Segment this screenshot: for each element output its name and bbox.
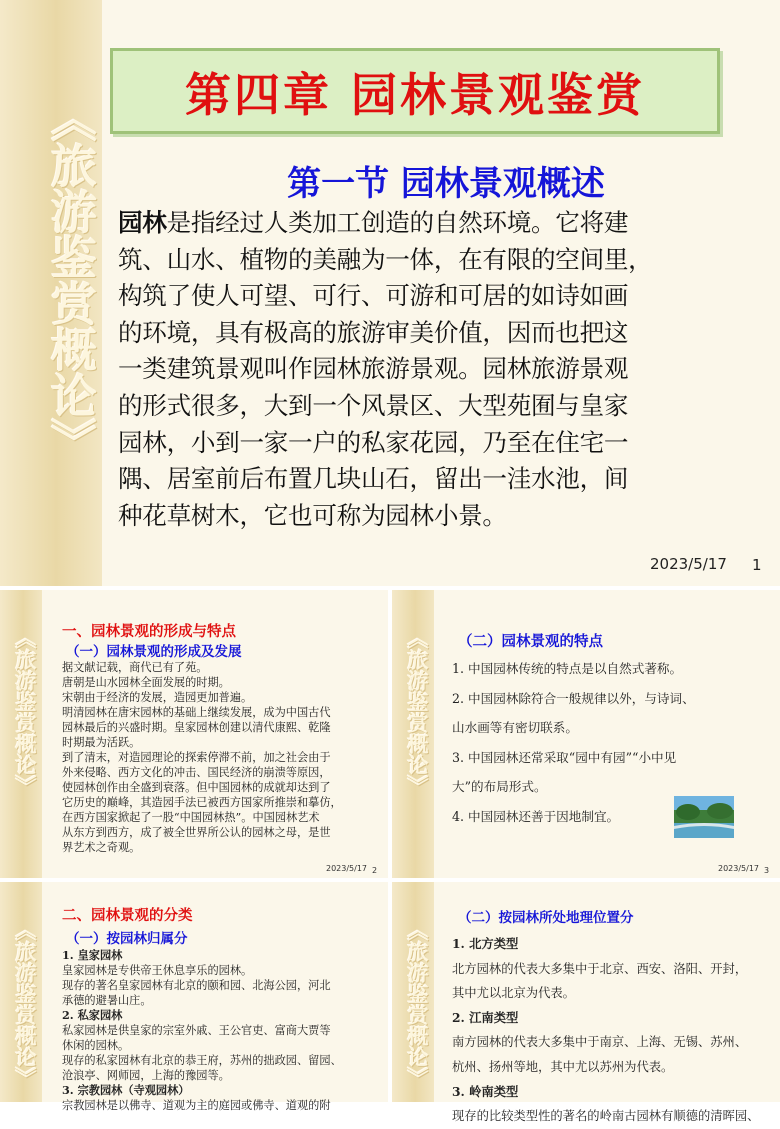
text-line: 时期最为活跃。 [62,736,141,749]
side-strip [392,590,434,878]
list-item: 南方园林的代表大多集中于南京、上海、无锡、苏州、 [452,1035,748,1050]
slide-number: 2 [372,866,378,875]
body-text [62,948,342,1113]
list-item: 3. 岭南类型 [452,1083,519,1099]
slide-date: 2023/5/17 [718,864,760,873]
text-line: 宋朝由于经济的发展，造园更加普遍。 [62,691,253,704]
slide-2 [0,590,388,878]
text-line: 现存的私家园林有北京的恭王府，苏州的拙政园、留园、 [62,1054,342,1067]
list-item: 2. 中国园林除符合一般规律以外，与诗词、 [452,690,695,706]
text-line: 承德的避暑山庄。 [62,994,152,1007]
slide-date: 2023/5/17 [326,864,368,873]
section-heading: 二、园林景观的分类 [62,907,193,924]
region-list [452,932,759,1129]
intro-paragraph [118,205,730,534]
side-title: 《旅游鉴赏概论》 [405,628,430,796]
side-strip [0,0,102,586]
side-title: 《旅游鉴赏概论》 [13,628,38,796]
list-item: 大”的布局形式。 [452,779,547,794]
para-line: 种花草树木，它也可称为园林小景。 [118,500,507,530]
section-title: 第一节 园林景观概述 [287,164,605,204]
text-line: 园林最后的兴盛时期。皇家园林创建以清代康熙、乾隆 [62,721,331,734]
side-title: 《旅游鉴赏概论》 [405,920,430,1088]
title-box [110,48,720,134]
text-line: 从东方到西方，成了被全世界所公认的园林之母，是世 [62,826,331,839]
side-strip [392,882,434,1102]
side-strip [0,882,42,1102]
text-line: 到了清末，对造园理论的探索停滞不前，加之社会由于 [62,751,331,764]
para-line: 构筑了使人可望、可行、可游和可居的如诗如画 [118,281,629,311]
body-text [62,660,342,855]
text-line: 1. 皇家园林 [62,948,123,962]
text-line: 在西方国家掀起了一股“中国园林热”。中国园林艺术 [62,811,320,824]
text-line: 皇家园林是专供帝王休息享乐的园林。 [62,964,253,977]
para-line: 隅、居室前后布置几块山石，留出一洼水池，间 [118,464,629,494]
slide-3 [392,590,780,878]
slide-date: 2023/5/17 [650,555,727,573]
text-line: 据文献记载，商代已有了苑。 [62,661,208,674]
text-line: 外来侵略、西方文化的冲击、国民经济的崩溃等原因， [62,766,331,779]
subsection-heading: （二）按园林所处地理位置分 [458,910,634,926]
slide-number: 3 [764,866,770,875]
garden-photo [674,796,734,838]
para-line: 的形式很多，大到一个风景区、大型苑囿与皇家 [118,390,629,420]
list-item: 3. 中国园林还常采取“园中有园”“小中见 [452,749,677,765]
list-item: 其中尤以北京为代表。 [452,986,575,1001]
list-item: 现存的比较类型性的著名的岭南古园林有顺德的清晖园、 [452,1109,760,1124]
list-item: 1. 中国园林传统的特点是以自然式著称。 [452,661,683,676]
text-line: 2. 私家园林 [62,1008,123,1022]
text-line: 休闲的园林。 [62,1039,130,1052]
slide-number: 1 [752,556,762,574]
feature-list [452,654,695,831]
para-line: 是指经过人类加工创造的自然环境。它将建 [166,208,629,237]
list-item: 4. 中国园林还善于因地制宜。 [452,808,620,824]
list-item: 杭州、扬州等地，其中尤以苏州为代表。 [452,1059,674,1074]
list-item: 北方园林的代表大多集中于北京、西安、洛阳、开封， [452,961,748,976]
list-item: 2. 江南类型 [452,1009,519,1025]
text-line: 界艺术之奇观。 [62,841,141,854]
term-bold: 园林 [118,208,167,237]
text-line: 3. 宗教园林（寺观园林） [62,1083,190,1097]
subsection-heading: （一）园林景观的形成及发展 [66,644,242,660]
side-strip [0,590,42,878]
text-line: 私家园林是供皇家的宗室外戚、王公官吏、富商大贾等 [62,1024,331,1037]
text-line: 使园林创作由全盛到衰落。但中国园林的成就却达到了 [62,781,331,794]
list-item: 1. 北方类型 [452,936,519,951]
subsection-heading: （一）按园林归属分 [66,931,188,947]
list-item: 山水画等有密切联系。 [452,720,578,735]
side-title: 《旅游鉴赏概论》 [13,920,38,1088]
para-line: 一类建筑景观叫作园林旅游景观。园林旅游景观 [118,354,629,384]
para-line: 的环境，具有极高的旅游审美价值，因而也把这 [118,317,629,347]
slide-5 [392,882,780,1124]
chapter-title: 第四章 园林景观鉴赏 [184,68,645,122]
section-heading: 一、园林景观的形成与特点 [62,623,236,640]
side-title: 《旅游鉴赏概论》 [44,96,98,464]
text-line: 唐朝是山水园林全面发展的时期。 [62,676,230,689]
para-line: 园林，小到一家一户的私家花园，乃至在住宅一 [118,427,629,457]
para-line: 筑、山水、植物的美融为一体，在有限的空间里， [118,244,653,274]
text-line: 它历史的巅峰，其造园手法已被西方国家所推崇和摹仿， [62,796,342,809]
subsection-heading: （二）园林景观的特点 [458,633,603,650]
text-line: 沧浪亭、网师园，上海的豫园等。 [62,1069,230,1082]
text-line: 明清园林在唐宋园林的基础上继续发展，成为中国古代 [62,706,331,719]
text-line: 宗教园林是以佛寺、道观为主的庭园或佛寺、道观的附 [62,1099,331,1112]
slide-4 [0,882,388,1112]
text-line: 现存的著名皇家园林有北京的颐和园、北海公园，河北 [62,979,331,992]
